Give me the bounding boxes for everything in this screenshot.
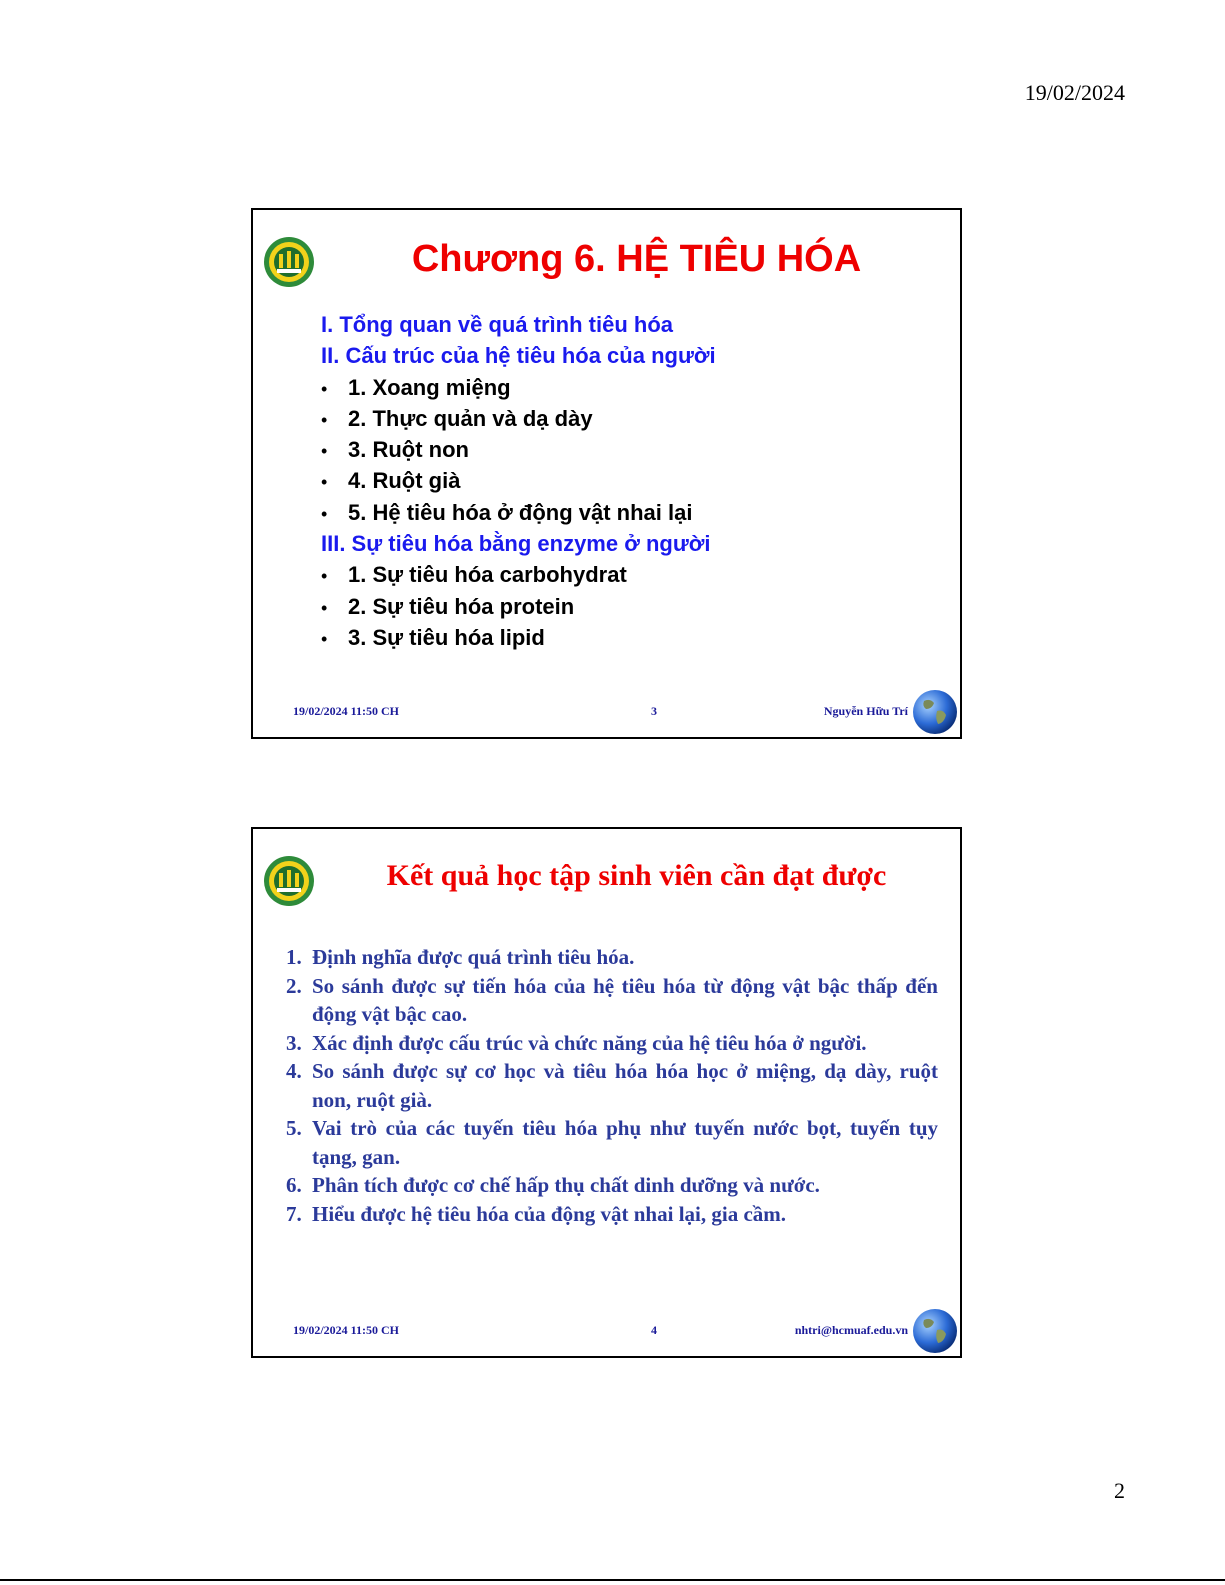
university-logo-icon <box>263 236 315 288</box>
page-number: 2 <box>1114 1478 1125 1503</box>
slide-footer-email: nhtri@hcmuaf.edu.vn <box>794 1323 908 1337</box>
bullet-icon: • <box>321 441 328 462</box>
toc-item: • 1. Xoang miệng <box>321 372 716 403</box>
slide-3 <box>251 208 962 739</box>
toc-item: • 3. Ruột non <box>321 434 716 465</box>
page-header-date: 19/02/2024 <box>1024 80 1125 105</box>
slide-title: Kết quả học tập sinh viên cần đạt được <box>386 859 887 892</box>
objective-item: 2. So sánh được sự tiến hóa của hệ tiêu hóa từ động vật bậc thấp đến động vật bậc cao. <box>286 973 938 1026</box>
toc-section: I. Tổng quan về quá trình tiêu hóa <box>321 312 673 337</box>
slide-title: Chương 6. HỆ TIÊU HÓA <box>411 238 862 280</box>
globe-icon <box>912 1308 958 1354</box>
slide-footer-author: Nguyễn Hữu Trí <box>823 704 908 718</box>
bullet-icon: • <box>321 472 328 493</box>
toc-section: II. Cấu trúc của hệ tiêu hóa của người <box>321 343 716 369</box>
toc-item: • 3. Sự tiêu hóa lipid <box>321 622 716 653</box>
slide-footer-date: 19/02/2024 11:50 CH <box>293 704 400 718</box>
toc-item: • 2. Thực quản và dạ dày <box>321 403 716 434</box>
toc-item: • 5. Hệ tiêu hóa ở động vật nhai lại <box>321 497 716 528</box>
objective-item: 4. So sánh được sự cơ học và tiêu hóa hóa học ở miệng, dạ dày, ruột non, ruột già. <box>286 1059 938 1112</box>
objective-item: 7. Hiểu được hệ tiêu hóa của động vật nhai lại, gia cầm. <box>286 1201 787 1226</box>
objective-item: 5. Vai trò của các tuyến tiêu hóa phụ như tuyến nước bọt, tuyến tụy tạng, gan. <box>286 1116 938 1169</box>
bullet-icon: • <box>321 378 328 399</box>
bullet-icon: • <box>321 628 328 649</box>
bottom-divider <box>0 1579 1225 1581</box>
globe-icon <box>912 689 958 735</box>
bullet-icon: • <box>321 503 328 524</box>
slide-footer-date: 19/02/2024 11:50 CH <box>293 1323 400 1337</box>
slide-footer-number: 4 <box>651 1323 657 1337</box>
objective-item: 1. Định nghĩa được quá trình tiêu hóa. <box>286 945 635 969</box>
bullet-icon: • <box>321 597 328 618</box>
slide-4 <box>251 827 962 1358</box>
bullet-icon: • <box>321 566 328 587</box>
toc-item: • 2. Sự tiêu hóa protein <box>321 591 716 622</box>
toc-section: III. Sự tiêu hóa bằng enzyme ở người <box>321 531 711 557</box>
learning-objectives-list <box>286 943 938 1228</box>
bullet-icon: • <box>321 409 328 430</box>
objective-item: 6. Phân tích được cơ chế hấp thụ chất dinh dưỡng và nước. <box>286 1173 820 1197</box>
toc-item: • 4. Ruột già <box>321 465 716 496</box>
objective-item: 3. Xác định được cấu trúc và chức năng của hệ tiêu hóa ở người. <box>286 1030 867 1055</box>
table-of-contents <box>321 309 716 653</box>
university-logo-icon <box>263 855 315 907</box>
slide-footer-number: 3 <box>651 704 657 718</box>
toc-item: • 1. Sự tiêu hóa carbohydrat <box>321 559 716 590</box>
